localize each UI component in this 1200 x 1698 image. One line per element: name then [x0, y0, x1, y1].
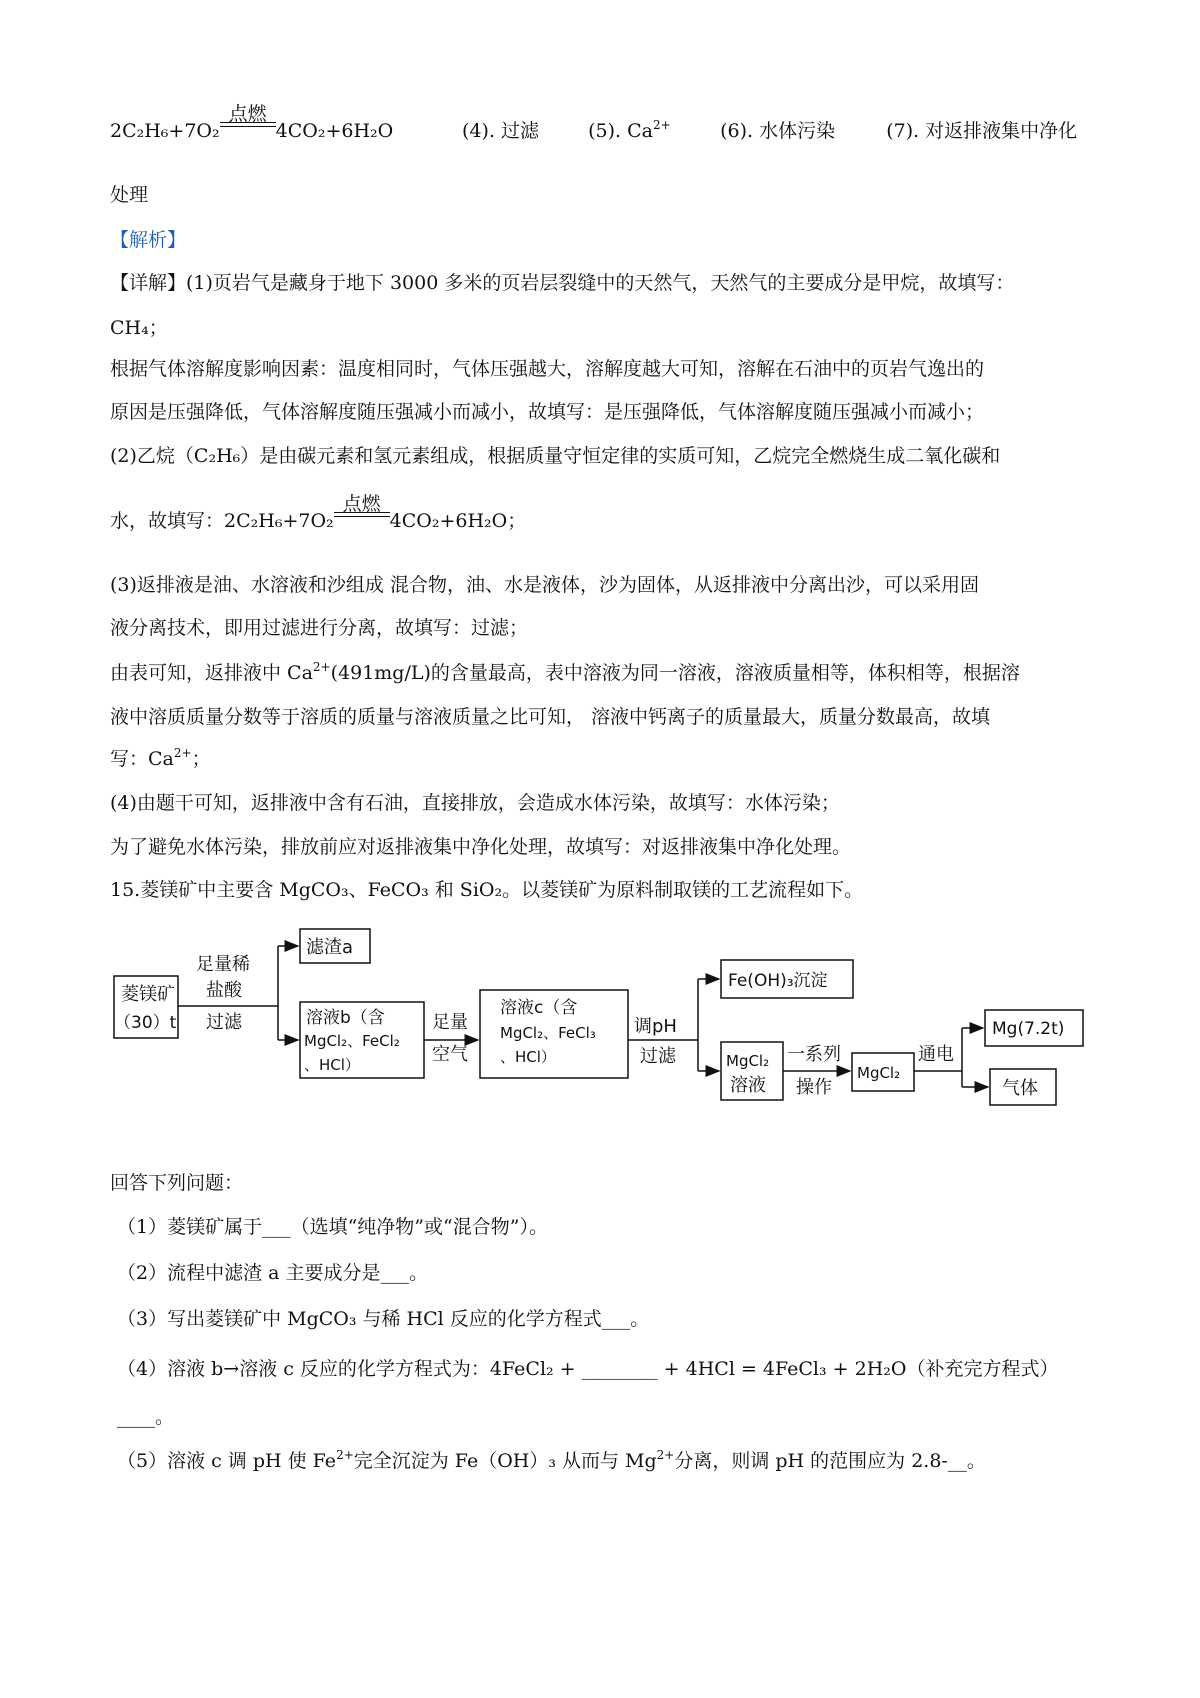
detail-p5c-prefix: 写：Ca: [110, 748, 174, 770]
step4-label: 一系列: [787, 1044, 841, 1065]
sol-c-line2: MgCl₂、FeCl₃: [500, 1024, 596, 1042]
mgcl2-sol-line1: MgCl₂: [726, 1052, 770, 1070]
detail-p4a: (3)返排液是油、水溶液和沙组成 混合物，油、水是液体，沙为固体，从返排液中分离出沙，可以采用固: [110, 574, 979, 596]
detail-p7: 为了避免水体污染，排放前应对返排液集中净化处理，故填写：对返排液集中净化处理。: [110, 836, 852, 858]
step2-air: 空气: [432, 1044, 468, 1065]
sol-c-line1: 溶液c（含: [500, 998, 578, 1018]
detail-p3b-prefix: 水，故填写：: [110, 510, 225, 532]
detail-p6: (4)由题干可知，返排液中含有石油，直接排放，会造成水体污染，故填写：水体污染；: [110, 792, 840, 814]
sol-c-line3: 、HCl）: [500, 1048, 556, 1066]
ore-mass: （30）t: [114, 1013, 177, 1033]
detail-p5c-suffix: ；: [191, 748, 211, 770]
analysis-title: 【解析】: [110, 229, 187, 251]
answer-7: (7). 对返排液集中净化: [886, 120, 1078, 142]
mgcl2-label: MgCl₂: [857, 1064, 901, 1082]
q15-sub4-cont: ____。: [117, 1406, 175, 1428]
eq-products: 4CO₂+6H₂O: [275, 120, 394, 142]
mg-label: Mg(7.2t): [992, 1019, 1065, 1039]
detail-p4b: 液分离技术，即用过滤进行分离，故填写：过滤；: [110, 617, 529, 639]
q15-prompt: 回答下列问题：: [110, 1172, 244, 1194]
q15-sub5-b: 完全沉淀为 Fe（OH）₃ 从而与 Mg: [353, 1450, 657, 1472]
answer-6: (6). 水体污染: [720, 120, 836, 142]
detail-p3b-suffix: ；: [507, 510, 527, 532]
gas-label: 气体: [1002, 1078, 1038, 1099]
detail-p2b: 原因是压强降低，气体溶解度随压强减小而减小，故填写：是压强降低，气体溶解度随压强减小而减小；: [110, 401, 985, 423]
q15-sub5: [117, 1448, 986, 1476]
eq-condition: 点燃: [228, 103, 267, 125]
step4-op: 操作: [796, 1077, 832, 1098]
sol-b-line3: 、HCl）: [304, 1056, 360, 1074]
sol-b-line2: MgCl₂、FeCl₂: [304, 1032, 400, 1050]
q15-sub1: （1）菱镁矿属于___（选填“纯净物”或“混合物”）。: [117, 1216, 548, 1238]
step5-label: 通电: [918, 1044, 954, 1065]
q15-sub4-blank: ________: [581, 1358, 658, 1380]
detail-p5b: 液中溶质质量分数等于溶质的质量与溶液质量之比可知， 溶液中钙离子的质量最大，质量分数最高，故填: [110, 706, 991, 728]
precip-label: Fe(OH)₃沉淀: [728, 971, 828, 991]
q15-sub3: （3）写出菱镁矿中 MgCO₃ 与稀 HCl 反应的化学方程式___。: [117, 1308, 650, 1330]
detail-p5c-sup: 2+: [173, 746, 192, 760]
sol-b-line1: 溶液b（含: [306, 1008, 385, 1028]
step1-reagent-2: 盐酸: [206, 980, 242, 1001]
step3-op: 过滤: [640, 1046, 676, 1067]
answer-4: (4). 过滤: [462, 120, 540, 142]
q15-sub4-prefix: （4）溶液 b→溶液 c 反应的化学方程式为：4FeCl₂ +: [117, 1358, 582, 1380]
step2-reagent: 足量: [432, 1012, 468, 1033]
q15-sub4-suffix: + 4HCl = 4FeCl₃ + 2H₂O（补充完方程式）: [657, 1358, 1059, 1380]
detail-p5a-prefix: 由表可知，返排液中 Ca: [110, 662, 313, 684]
mgcl2-sol-line2: 溶液: [730, 1075, 766, 1096]
detail-p3a: (2)乙烷（C₂H₆）是由碳元素和氢元素组成，根据质量守恒定律的实质可知，乙烷完全燃烧生成二氧化碳和: [110, 445, 1001, 467]
residue-label: 滤渣a: [306, 937, 354, 958]
detail-p2a: 根据气体溶解度影响因素：温度相同时，气体压强越大，溶解度越大可知，溶解在石油中的页岩气逸出的: [110, 358, 985, 380]
answer-5-sup: 2+: [652, 118, 671, 132]
answer-5-label: (5). Ca: [588, 120, 653, 142]
detail-p1b: CH₄；: [110, 317, 168, 339]
detail-p5a-sup: 2+: [312, 660, 331, 674]
q15-sub4: [117, 1356, 1058, 1382]
detail-eq-condition: 点燃: [342, 493, 381, 515]
q15-sub5-a: （5）溶液 c 调 pH 使 Fe: [117, 1450, 337, 1472]
detail-p5a-suffix: (491mg/L)的含量最高，表中溶液为同一溶液，溶液质量相等，体积相等，根据溶: [330, 662, 1020, 684]
ore-label: 菱镁矿: [121, 984, 175, 1005]
step3-ph: 调pH: [634, 1016, 677, 1037]
step1-reagent-1: 足量稀: [196, 954, 250, 975]
q15-sub5-c: 分离，则调 pH 的范围应为 2.8-__。: [674, 1450, 986, 1472]
q15-sub5-sup1: 2+: [336, 1448, 354, 1462]
step1-op: 过滤: [206, 1012, 242, 1033]
eq-reactants: 2C₂H₆+7O₂: [110, 120, 220, 142]
detail-eq-reactants: 2C₂H₆+7O₂: [224, 510, 334, 532]
q15-sub5-sup2: 2+: [656, 1448, 675, 1462]
answer-7-continued: 处理: [110, 184, 149, 206]
q15-stem: 15.菱镁矿中主要含 MgCO₃、FeCO₃ 和 SiO₂。以菱镁矿为原料制取镁的工艺流程如下。: [110, 879, 864, 901]
detail-p1a: 【详解】(1)页岩气是藏身于地下 3000 多米的页岩层裂缝中的天然气，天然气的主要成分是甲烷，故填写：: [110, 272, 1015, 294]
detail-eq-products: 4CO₂+6H₂O: [389, 510, 508, 532]
q15-sub2: （2）流程中滤渣 a 主要成分是___。: [117, 1262, 428, 1284]
